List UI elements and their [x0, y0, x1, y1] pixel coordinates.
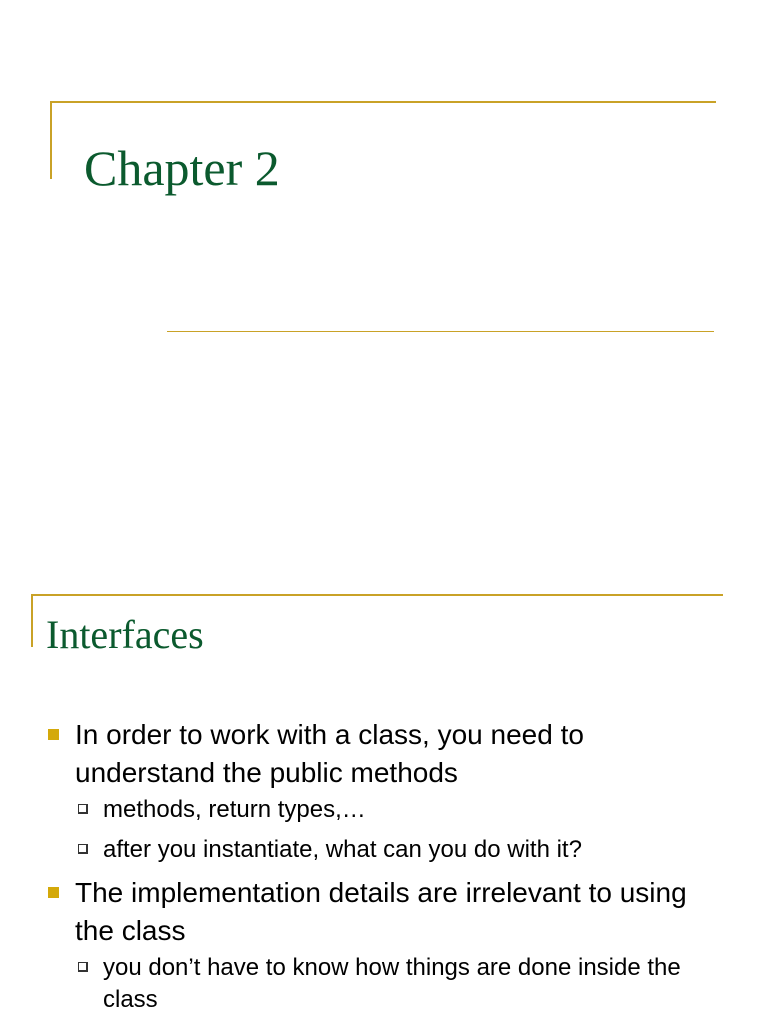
title-top-rule [32, 594, 723, 596]
bullet-item [0, 874, 768, 1016]
title-left-rule [31, 594, 33, 647]
sub-bullet-item [75, 794, 728, 826]
hollow-square-bullet-icon [78, 844, 88, 854]
sub-bullet-text: you don’t have to know how things are done inside the class [103, 954, 681, 1013]
sub-bullet-item [75, 834, 728, 866]
square-bullet-icon [48, 887, 59, 898]
title-top-rule [51, 101, 716, 103]
sub-bullet-text: after you instantiate, what can you do with it? [103, 836, 582, 863]
square-bullet-icon [48, 729, 59, 740]
slide-title: Chapter 2 [84, 140, 280, 196]
slide-interfaces [0, 576, 768, 1024]
bullet-item [0, 716, 768, 866]
hollow-square-bullet-icon [78, 804, 88, 814]
sub-bullet-list [75, 794, 728, 866]
slide-title: Interfaces [46, 612, 204, 657]
subtitle-rule [167, 331, 714, 332]
hollow-square-bullet-icon [78, 962, 88, 972]
sub-bullet-item [75, 952, 728, 1016]
bullet-text: The implementation details are irrelevant to using the class [75, 877, 687, 946]
bullet-text: In order to work with a class, you need to understand the public methods [75, 719, 584, 788]
sub-bullet-text: methods, return types,… [103, 796, 366, 823]
bullet-list [0, 716, 768, 1024]
sub-bullet-list [75, 952, 728, 1016]
title-left-rule [50, 101, 52, 179]
